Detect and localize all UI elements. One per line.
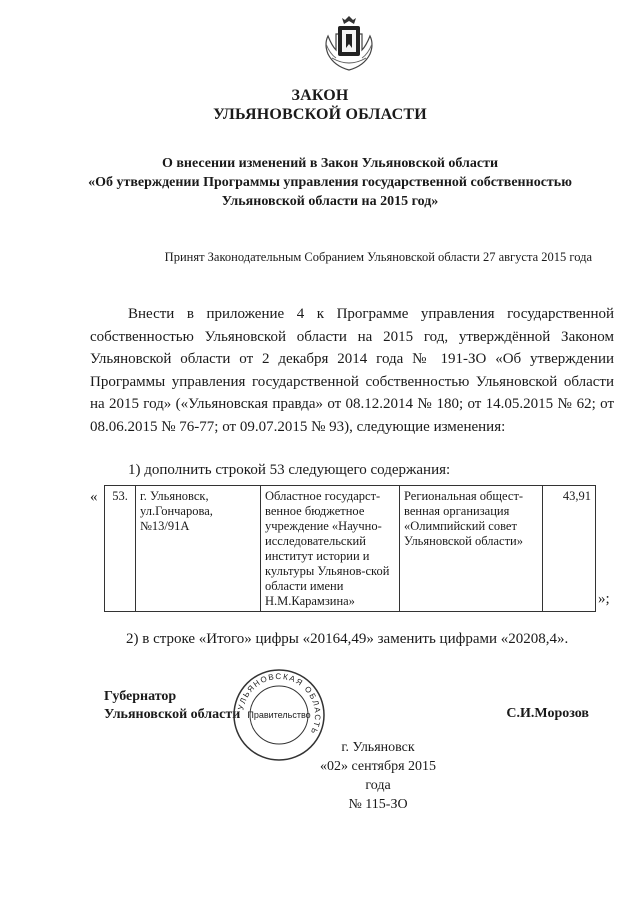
table-row [105,486,596,612]
place-date-block [318,738,438,814]
quote-close: »; [598,591,610,607]
cell-organization: Региональная общест-венная организация «Олимпийский совет Ульяновской области» [400,486,543,612]
subject-line2: «Об утверждении Программы управления государственной собственностью [88,175,572,190]
law-number: № 115-ЗО [348,797,408,812]
cell-address: г. Ульяновск, ул.Гончарова, №13/91А [136,486,261,612]
law-title-line1: ЗАКОН [291,87,349,104]
adoption-note: Принят Законодательным Собранием Ульяновской области 27 августа 2015 года [164,250,592,264]
seal-ring-text: УЛЬЯНОВСКАЯ ОБЛАСТЬ [236,671,323,737]
position-line1: Губернатор [104,689,177,704]
city: г. Ульяновск [341,740,415,755]
subject-line1: О внесении изменений в Закон Ульяновской области [161,156,499,171]
amendment-item-2: 2) в строке «Итого» цифры «20164,49» заменить цифрами «20208,4». [126,631,569,647]
cell-area: 43,91 [543,486,596,612]
law-subject [60,154,600,211]
main-paragraph-text: Внести в приложение 4 к Программе управления государственной собственностью Ульяновской области на 2015 год, утверждённой Законом Ульяновской области от 2 декабря 2014 года № 191-ЗО «Об утверждении Программы управления государственной собственностью Ульяновской области на 2015 год» («Ульяновская правда» от 08.12.2014 № 180; от 14.05.2015 № 62; от 08.06.2015 № 76-77; от 09.07.2015 № 93), следующие изменения: [90,306,614,435]
law-title [0,86,640,124]
date: «02» сентября 2015 года [319,759,437,793]
cell-institution: Областное государст-венное бюджетное учреждение «Научно-исследовательский институт истории и культуры Ульянов-ской области имени Н.М.Карамзина» [261,486,400,612]
quote-open: « [90,489,98,505]
cell-number: 53. [105,486,136,612]
amendment-table [104,485,596,612]
coat-of-arms-icon [322,14,376,74]
seal-center-text: Правительство [247,710,311,720]
subject-line3: Ульяновской области на 2015 год» [221,194,439,209]
position-line2: Ульяновской области [104,707,241,722]
amendment-item-1: 1) дополнить строкой 53 следующего содержания: [128,462,451,478]
law-title-line2: УЛЬЯНОВСКОЙ ОБЛАСТИ [213,106,427,123]
signatory-name: С.И.Морозов [506,706,589,721]
main-paragraph [90,303,614,438]
